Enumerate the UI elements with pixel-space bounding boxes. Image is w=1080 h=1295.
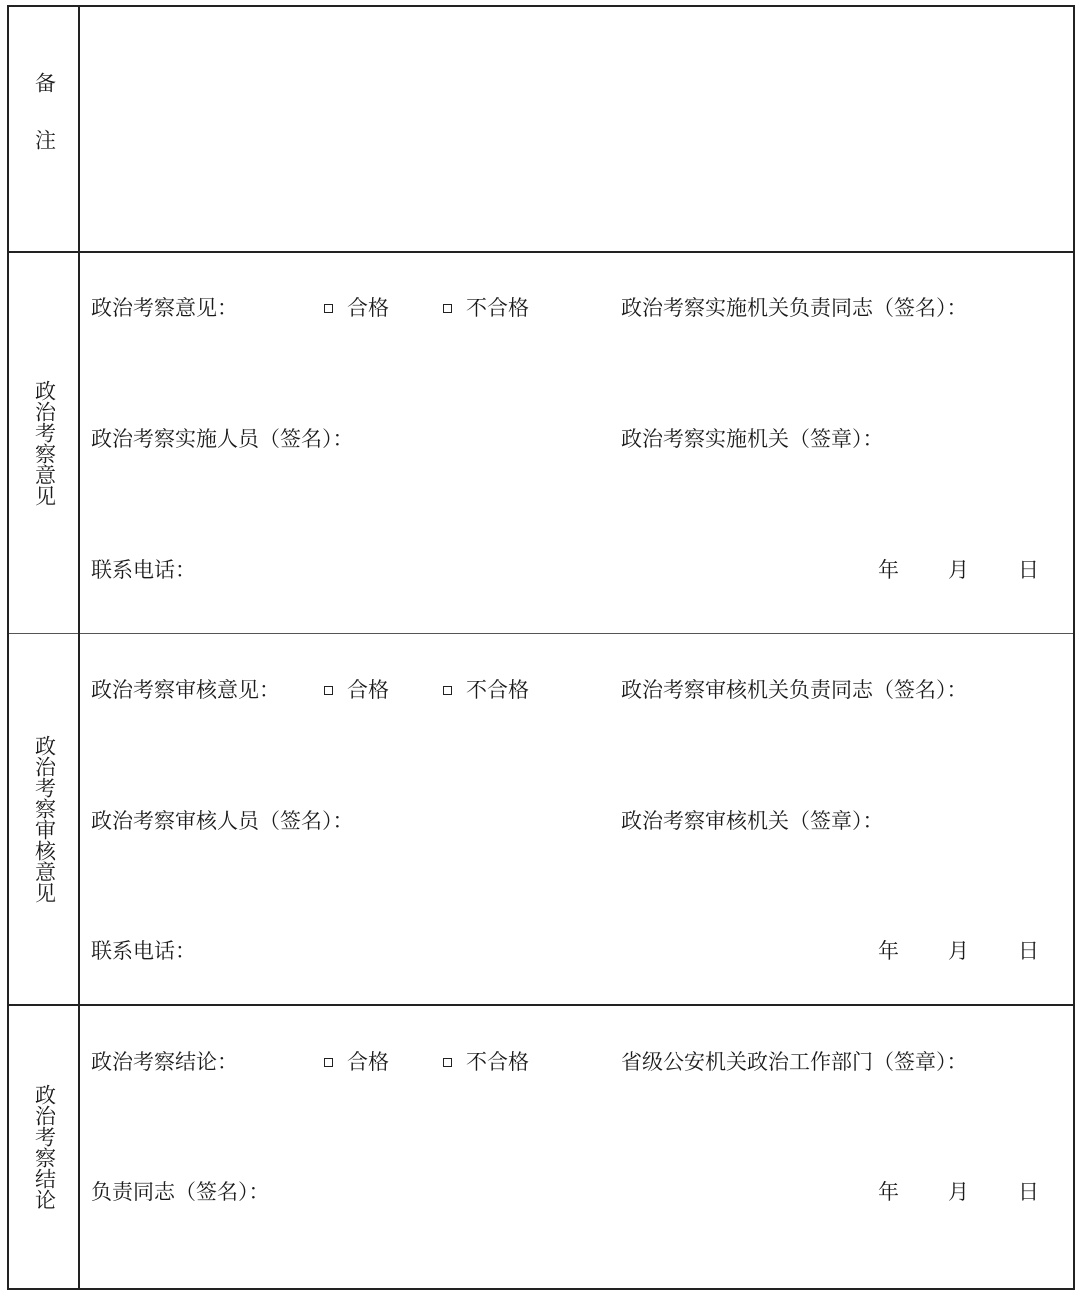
conclusion-side-label: 政治考察结论 [32,1084,57,1210]
opinion-side-label-cell [9,253,79,633]
review-date-month: 月 [948,939,969,963]
conclusion-fail-option[interactable] [443,1048,529,1076]
fail-checkbox[interactable] [443,1058,452,1067]
table-bottom-border [7,1288,1075,1290]
fail-label: 不合格 [466,1050,529,1074]
review-fail-option[interactable] [443,676,529,704]
pass-checkbox[interactable] [324,1058,333,1067]
review-date-year: 年 [878,939,899,963]
remarks-label-cell [9,7,79,251]
fail-label: 不合格 [466,678,529,702]
row-divider-opinion [7,633,1075,634]
pass-checkbox[interactable] [324,686,333,695]
pass-checkbox[interactable] [324,304,333,313]
pass-label: 合格 [347,296,389,320]
responsible-comrade-signature: 负责同志（签名）： [91,1180,270,1204]
review-staff-signature: 政治考察审核人员（签名）： [91,809,354,833]
provincial-department-seal: 省级公安机关政治工作部门（签章）： [621,1050,968,1074]
table-top-border [7,5,1075,7]
conclusion-date-day: 日 [1018,1180,1039,1204]
opinion-date-day: 日 [1018,558,1039,582]
review-opinion-label: 政治考察审核意见： [91,678,280,702]
pass-label: 合格 [347,1050,389,1074]
conclusion-date-year: 年 [878,1180,899,1204]
opinion-fail-option[interactable] [443,294,529,322]
implementing-agency-seal: 政治考察实施机关（签章）： [621,427,884,451]
fail-checkbox[interactable] [443,686,452,695]
conclusion-side-label-cell [9,1006,79,1288]
opinion-phone-label: 联系电话： [91,558,196,582]
conclusion-label: 政治考察结论： [91,1050,238,1074]
fail-label: 不合格 [466,296,529,320]
opinion-pass-option[interactable] [324,294,389,322]
remarks-label: 备注 [32,72,57,186]
row-divider-review [7,1004,1075,1006]
review-phone-label: 联系电话： [91,939,196,963]
implementing-leader-signature: 政治考察实施机关负责同志（签名）： [621,296,968,320]
remarks-content-area[interactable] [81,8,1071,250]
conclusion-date-month: 月 [948,1180,969,1204]
opinion-date-month: 月 [948,558,969,582]
fail-checkbox[interactable] [443,304,452,313]
opinion-date-year: 年 [878,558,899,582]
review-pass-option[interactable] [324,676,389,704]
review-side-label: 政治考察审核意见 [32,735,57,903]
review-date-day: 日 [1018,939,1039,963]
row-divider-remarks [7,251,1075,253]
implementing-staff-signature: 政治考察实施人员（签名）： [91,427,354,451]
table-right-border [1073,5,1075,1290]
conclusion-pass-option[interactable] [324,1048,389,1076]
review-leader-signature: 政治考察审核机关负责同志（签名）： [621,678,968,702]
opinion-side-label: 政治考察意见 [32,380,57,506]
opinion-label: 政治考察意见： [91,296,238,320]
pass-label: 合格 [347,678,389,702]
review-agency-seal: 政治考察审核机关（签章）： [621,809,884,833]
review-side-label-cell [9,634,79,1004]
